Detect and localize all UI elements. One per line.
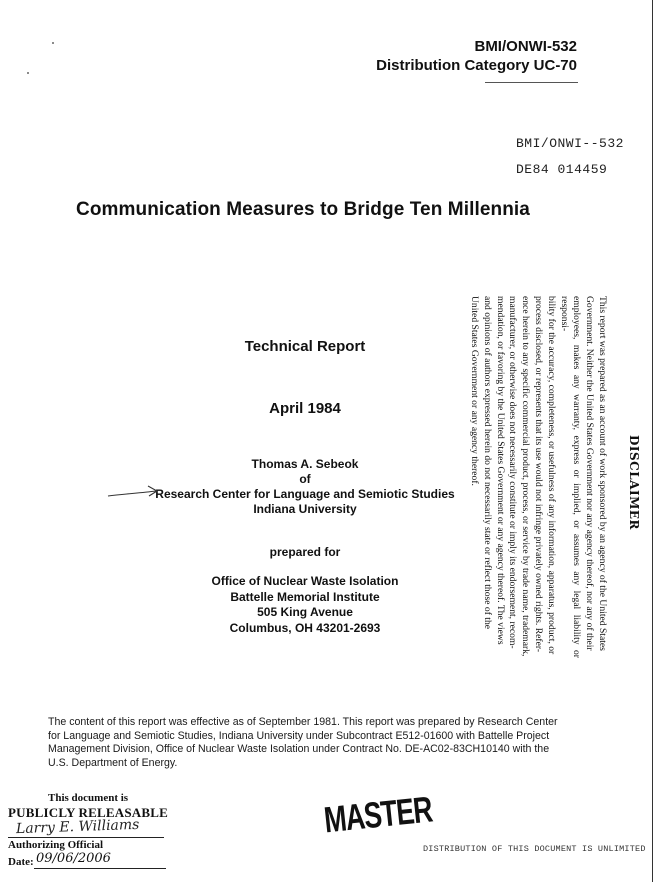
disclaimer-line: mendation, or favoring by the United States Government or any agency thereof. The views xyxy=(494,296,506,645)
disclaimer-heading: DISCLAIMER xyxy=(627,435,641,530)
report-number: BMI/ONWI-532 xyxy=(474,38,577,55)
author-university: Indiana University xyxy=(253,502,357,516)
handwritten-arrow-icon xyxy=(106,484,162,500)
date-value: 09/06/2006 xyxy=(36,851,111,866)
report-code: BMI/ONWI--532 xyxy=(516,136,624,151)
disclaimer-line: This report was prepared as an account of work sponsored by an agency of the United States xyxy=(597,296,608,651)
footnote: The content of this report was effective as of September 1981. This report was prepared by Research Center for Language and Semiotic Studies, Indiana University under Subcontract E512-01600 with Battelle Project Management Division, Office of Nuclear Waste Isolation under Contract No. DE-AC02-83CH10140 with the U.S. Department of Energy. xyxy=(48,716,558,769)
author-org: Research Center for Language and Semiotic Studies xyxy=(155,487,455,501)
date-line xyxy=(34,868,166,869)
disclaimer-line: Government. Neither the United States Government nor any agency thereof, nor any of their xyxy=(584,296,596,651)
disclaimer-body xyxy=(467,296,608,658)
release-stamp xyxy=(8,792,168,872)
disclaimer-block xyxy=(469,292,645,662)
disclaimer-line: manufacturer, or otherwise does not necessarily constitute or imply its endorsement, recom- xyxy=(507,296,519,649)
disclaimer-line: United States Government or any agency thereof. xyxy=(469,296,481,486)
report-date: April 1984 xyxy=(269,400,341,417)
prepared-line: 505 King Avenue xyxy=(257,605,353,619)
disclaimer-line: and opinions of authors expressed herein do not necessarily state or reflect those of the xyxy=(481,296,493,630)
signature-line xyxy=(8,837,164,838)
prepared-for-block xyxy=(180,574,430,636)
scan-speck xyxy=(27,72,29,74)
distribution-category: Distribution Category UC-70 xyxy=(376,57,577,74)
scan-speck xyxy=(52,42,54,44)
doc-number: DE84 014459 xyxy=(516,162,608,177)
prepared-line: Columbus, OH 43201-2693 xyxy=(229,620,381,635)
date-label: Date: xyxy=(8,856,34,868)
author-name: Thomas A. Sebeok xyxy=(251,457,359,471)
distribution-note: DISTRIBUTION OF THIS DOCUMENT IS UNLIMITED xyxy=(423,844,646,854)
disclaimer-line: employees, makes any warranty, express or implied, or assumes any legal liability or responsi- xyxy=(558,296,583,658)
scan-border xyxy=(652,0,653,882)
release-line-1: This document is xyxy=(48,792,129,804)
report-type: Technical Report xyxy=(244,338,366,355)
signature: Larry E. Williams xyxy=(15,816,140,838)
author-of: of xyxy=(299,472,311,486)
header-rule xyxy=(485,82,578,83)
disclaimer-rotator xyxy=(469,292,645,662)
disclaimer-line: bility for the accuracy, completeness, or usefulness of any information, apparatus, product, or xyxy=(545,296,557,655)
official-label: Authorizing Official xyxy=(8,839,104,851)
prepared-line: Office of Nuclear Waste Isolation xyxy=(211,574,399,588)
document-title: Communication Measures to Bridge Ten Millennia xyxy=(76,199,530,220)
prepared-for-label: prepared for xyxy=(269,545,341,559)
master-stamp: MASTER xyxy=(322,789,434,841)
prepared-line: Battelle Memorial Institute xyxy=(230,589,380,604)
release-line-2: PUBLICLY RELEASABLE xyxy=(8,805,168,820)
disclaimer-line: process disclosed, or represents that its use would not infringe privately owned rights. Refer- xyxy=(533,296,545,653)
author-block xyxy=(150,457,460,517)
disclaimer-line: ence herein to any specific commercial product, process, or service by trade name, trademark, xyxy=(520,296,532,657)
